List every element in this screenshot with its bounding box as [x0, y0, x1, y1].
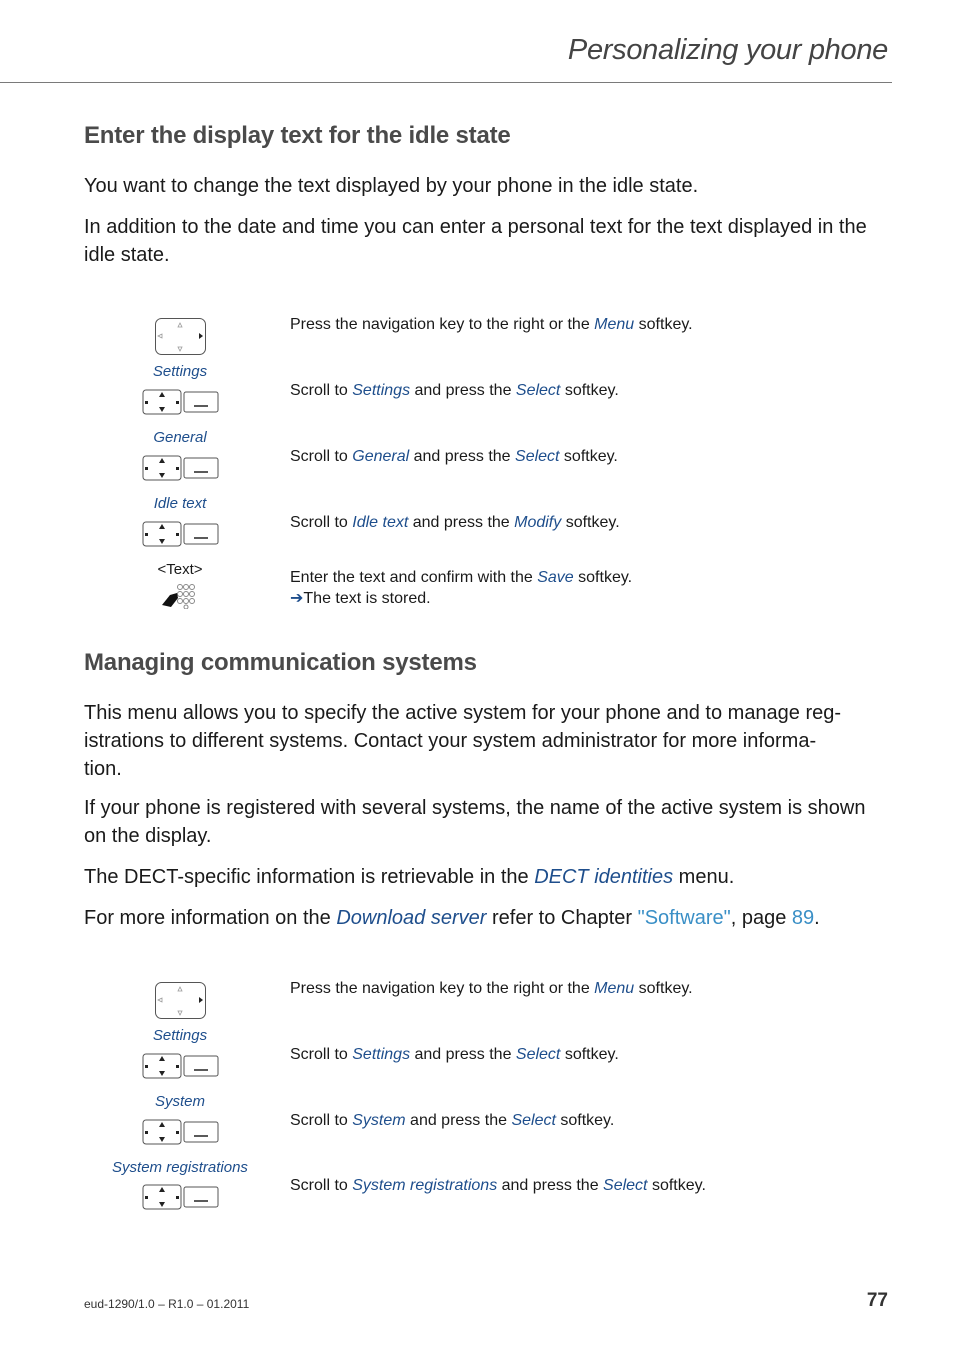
navigation-key-right-icon	[155, 318, 207, 356]
section-heading-idle-text: Enter the display text for the idle state	[84, 122, 511, 149]
page-89-link[interactable]: 89	[791, 907, 815, 929]
idle-text-explanation: In addition to the date and time you can enter a personal text for the text displayed in the idle state.	[84, 216, 867, 266]
step-instruction: Scroll to System registrations and press the Select softkey.	[290, 1177, 706, 1194]
scroll-select-keys-icon	[142, 1118, 220, 1146]
step-instruction: Press the navigation key to the right or the Menu softkey.	[290, 980, 693, 997]
navigation-key-right-icon	[155, 982, 207, 1020]
scroll-select-keys-icon	[142, 388, 220, 416]
intro-paragraph: You want to change the text displayed by your phone in the idle state.	[84, 175, 699, 197]
scroll-select-keys-icon	[142, 454, 220, 482]
dect-info-paragraph: The DECT-specific information is retrievable in the DECT identities menu.	[84, 866, 735, 888]
step-instruction: Scroll to System and press the Select softkey.	[290, 1112, 615, 1129]
step-label-system: System	[154, 1093, 205, 1110]
download-server-paragraph: For more information on the Download server refer to Chapter "Software", page 89.	[84, 907, 820, 929]
step-instruction: Press the navigation key to the right or the Menu softkey.	[290, 316, 693, 333]
download-server-term: Download server	[336, 907, 487, 929]
step-instruction: Scroll to Settings and press the Select softkey.	[290, 382, 619, 399]
keypad-entry-icon	[160, 583, 196, 609]
page-header-title: Personalizing your phone	[567, 34, 888, 66]
step-label-system-registrations: System registrations	[112, 1159, 248, 1176]
step-label-settings: Settings	[152, 1027, 208, 1044]
document-id: eud-1290/1.0 – R1.0 – 01.2011	[84, 1297, 250, 1311]
section-heading-communication-systems: Managing communication systems	[84, 649, 477, 676]
step-result: ➔The text is stored.	[290, 590, 431, 607]
step-instruction: Scroll to Settings and press the Select softkey.	[290, 1046, 619, 1063]
step-label-text-placeholder: <Text>	[157, 561, 203, 578]
page-number: 77	[866, 1290, 888, 1311]
scroll-select-keys-icon	[142, 1183, 220, 1211]
step-instruction: Scroll to General and press the Select softkey.	[290, 448, 618, 465]
scroll-select-keys-icon	[142, 520, 220, 548]
result-arrow-icon: ➔	[290, 590, 304, 607]
step-instruction: Enter the text and confirm with the Save softkey.	[290, 569, 633, 586]
dect-identities-term: DECT identities	[534, 866, 674, 888]
systems-intro-paragraph: This menu allows you to specify the active system for your phone and to manage reg- istrations to different systems. Contact your system administrator for more informa- tion.	[84, 702, 842, 780]
header-divider	[0, 82, 892, 83]
step-label-settings: Settings	[152, 363, 208, 380]
step-label-general: General	[153, 429, 207, 446]
multiple-systems-paragraph: If your phone is registered with several systems, the name of the active system is shown on the display.	[84, 797, 866, 847]
step-label-idle-text: Idle text	[153, 495, 207, 512]
software-chapter-link[interactable]: "Software"	[637, 907, 731, 929]
scroll-select-keys-icon	[142, 1052, 220, 1080]
step-instruction: Scroll to Idle text and press the Modify softkey.	[290, 514, 620, 531]
